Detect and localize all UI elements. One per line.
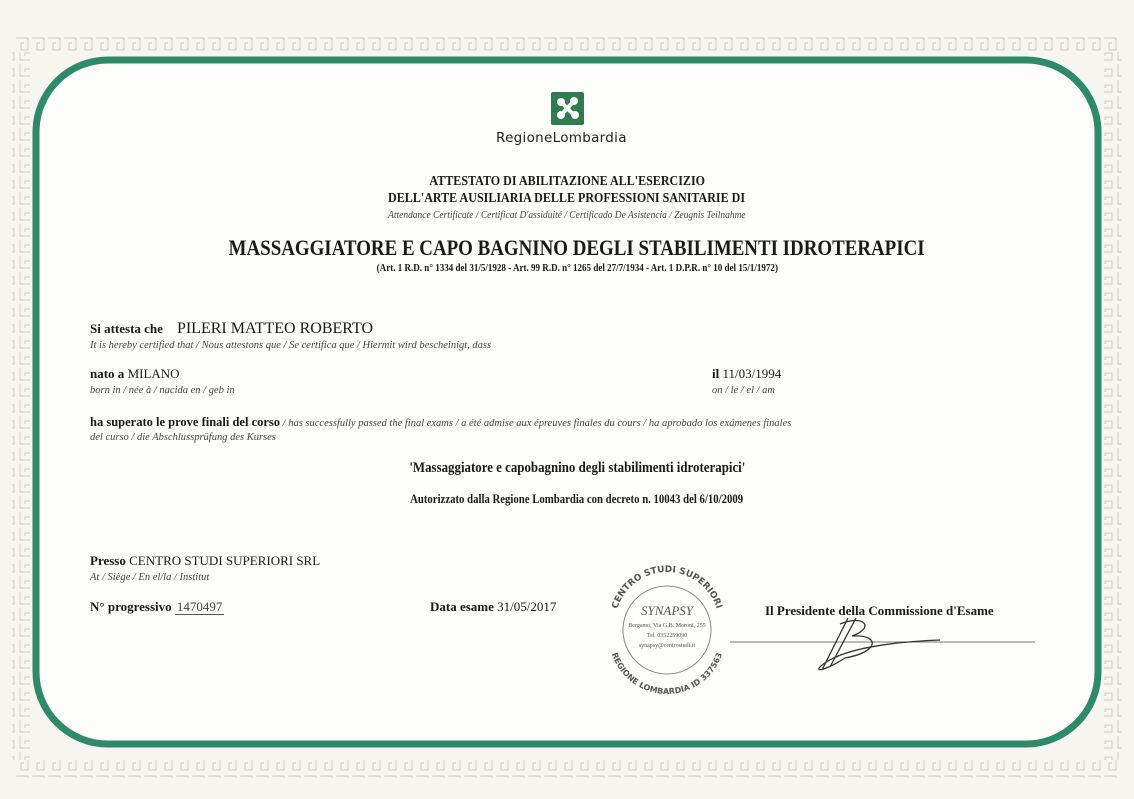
certify-label: Si attesta che bbox=[90, 321, 163, 336]
regione-lombardia-logo bbox=[551, 92, 584, 125]
greek-key-left bbox=[12, 52, 30, 760]
stamp-address: Bergamo, Via G.B. Moroni, 255 bbox=[628, 623, 706, 629]
stamp-ring-bottom: REGIONE LOMBARDIA ID 337563 bbox=[609, 651, 725, 697]
venue-row bbox=[90, 554, 320, 569]
birthdate-label: il bbox=[712, 366, 720, 381]
progressive-label: N° progressivo bbox=[90, 599, 172, 614]
venue-value: CENTRO STUDI SUPERIORI SRL bbox=[129, 553, 321, 568]
stamp-name: SYNAPSY bbox=[640, 603, 694, 618]
venue-label: Presso bbox=[90, 553, 126, 568]
exam-date-value: 31/05/2017 bbox=[497, 599, 557, 614]
certify-row bbox=[90, 319, 373, 338]
course-authorization: Autorizzato dalla Regione Lombardia con decreto n. 10043 del 6/10/2009 bbox=[410, 492, 744, 506]
exam-date-row bbox=[430, 600, 556, 615]
president-label: Il Presidente della Commissione d'Esame bbox=[765, 603, 994, 618]
header-translation: Attendance Certificate / Certificat D'assiduité / Certificado De Asistencia / Zeugnis Teilnahme bbox=[388, 209, 746, 221]
exam-date-label: Data esame bbox=[430, 599, 494, 614]
company-stamp bbox=[610, 565, 724, 696]
greek-key-top bbox=[14, 34, 1120, 52]
holder-name: PILERI MATTEO ROBERTO bbox=[176, 320, 374, 337]
birthplace-value: MILANO bbox=[127, 366, 180, 381]
birthdate-row bbox=[712, 367, 781, 382]
venue-translation: At / Siège / En el/la / Institut bbox=[90, 572, 210, 583]
birthdate-translation: on / le / el / am bbox=[712, 385, 775, 396]
progressive-row bbox=[90, 600, 224, 615]
legal-reference: (Art. 1 R.D. n° 1334 del 31/5/1928 - Art. 99 R.D. n° 1265 del 27/7/1934 - Art. 1 D.P.R. n° 10 del 15/1/1972) bbox=[376, 263, 778, 274]
stamp-ring-top: CENTRO STUDI SUPERIORI bbox=[610, 564, 724, 611]
stamp-and-signature bbox=[590, 562, 1040, 707]
passed-translation: / has successfully passed the final exams / a été admise aux épreuves finales du cours / ha aprobado los exámenes finales bbox=[280, 418, 792, 429]
passed-translation-2: del curso / die Abschlussprüfung des Kurses bbox=[90, 432, 276, 443]
logo-wordmark: RegioneLombardia bbox=[496, 130, 627, 146]
president-signature bbox=[819, 618, 940, 670]
stamp-phone: Tel. 0352259090 bbox=[646, 633, 688, 639]
passed-label: ha superato le prove finali del corso bbox=[90, 415, 281, 429]
header-line-1: ATTESTATO DI ABILITAZIONE ALL'ESERCIZIO bbox=[429, 174, 705, 189]
passed-row bbox=[90, 415, 791, 430]
certificate-title: MASSAGGIATORE E CAPO BAGNINO DEGLI STABILIMENTI IDROTERAPICI bbox=[229, 235, 925, 260]
header-line-2: DELL'ARTE AUSILIARIA DELLE PROFESSIONI SANITARIE DI bbox=[388, 191, 746, 206]
progressive-value: 1470497 bbox=[176, 599, 223, 614]
greek-key-bottom bbox=[14, 760, 1120, 778]
course-name: 'Massaggiatore e capobagnino degli stabilimenti idroterapici' bbox=[408, 460, 745, 476]
rosa-camuna-icon bbox=[551, 92, 584, 125]
birthplace-row bbox=[90, 367, 180, 382]
certify-translation: It is hereby certified that / Nous attestons que / Se certifica que / Hiermit wird bescheinigt, dass bbox=[90, 340, 492, 351]
greek-key-right bbox=[1104, 52, 1122, 760]
birthdate-value: 11/03/1994 bbox=[722, 366, 782, 381]
birthplace-translation: born in / née à / nacida en / geb in bbox=[90, 385, 235, 396]
birthplace-label: nato a bbox=[90, 366, 125, 381]
stamp-email: synapsy@centrostudi.it bbox=[638, 643, 696, 649]
